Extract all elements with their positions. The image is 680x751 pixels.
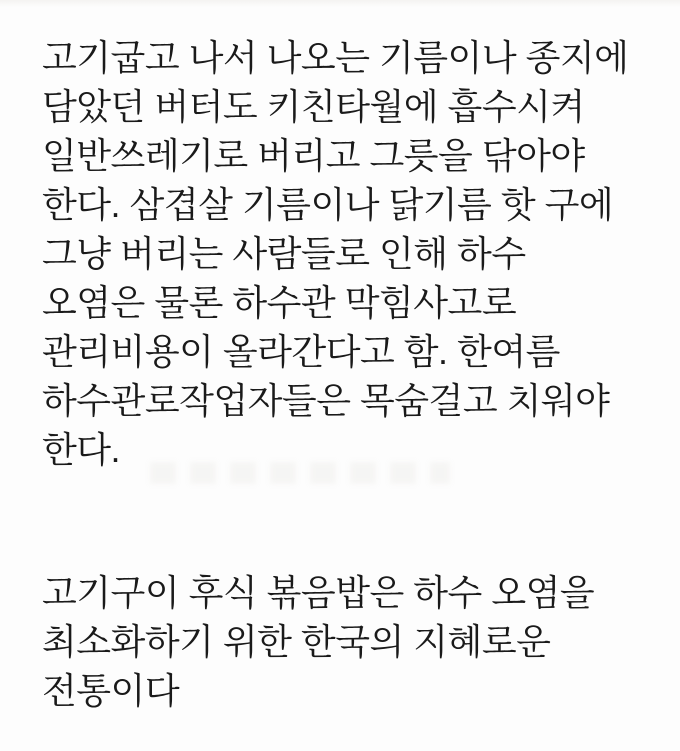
text-line: 오염은 물론 하수관 막힘사고로 (42, 282, 517, 323)
text-line: 한다. (42, 429, 121, 470)
text-line: 최소화하기 위한 한국의 지혜로운 (42, 621, 551, 662)
text-line: 담았던 버터도 키친타월에 흡수시켜 (42, 86, 585, 127)
text-line: 하수관로작업자들은 목숨걸고 치워야 (42, 380, 610, 421)
paragraph-grease-disposal (42, 33, 650, 474)
text-line: 고기굽고 나서 나오는 기름이나 종지에 (42, 37, 629, 78)
text-line: 관리비용이 올라간다고 함. 한여름 (42, 331, 560, 372)
text-line: 일반쓰레기로 버리고 그릇을 닦아야 (42, 135, 585, 176)
paragraph-conclusion (42, 568, 650, 715)
text-line: 한다. 삼겹살 기름이나 닭기름 핫 구에 (42, 184, 614, 225)
text-line: 그냥 버리는 사람들로 인해 하수 (42, 233, 526, 274)
text-line: 전통이다 (42, 670, 180, 711)
text-line: 고기구이 후식 볶음밥은 하수 오염을 (42, 572, 595, 613)
